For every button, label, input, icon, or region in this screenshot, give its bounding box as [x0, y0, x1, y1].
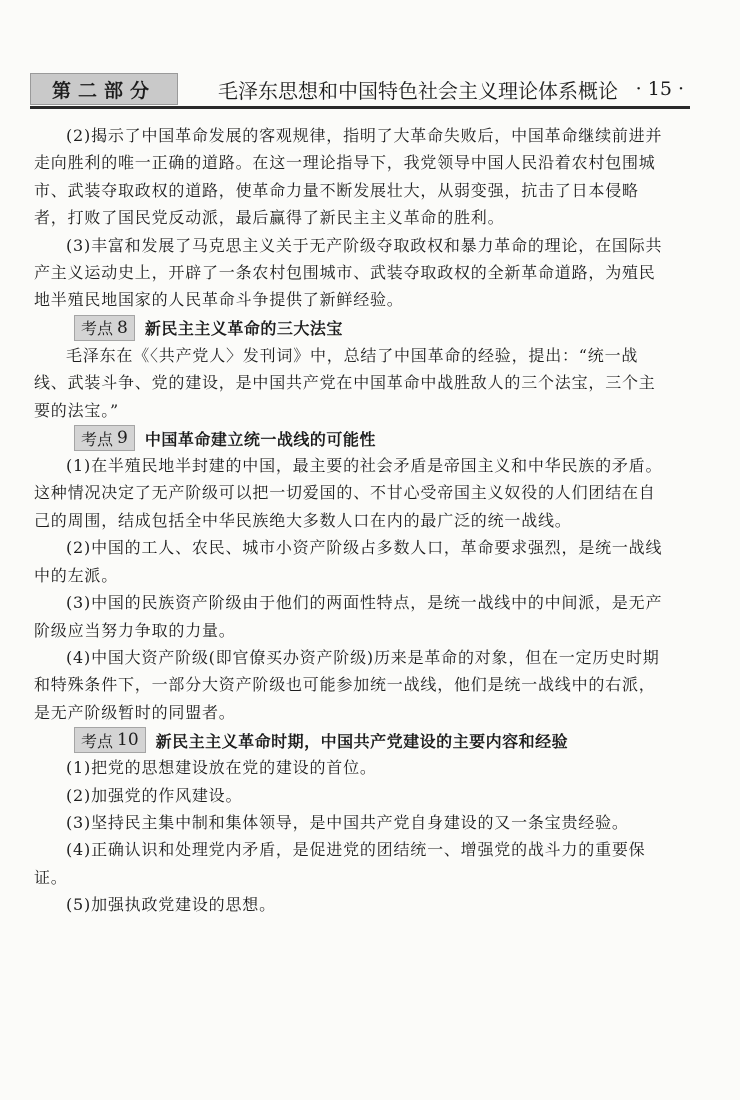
paragraph: (2)加强党的作风建设。 [66, 785, 243, 805]
topic-tag [74, 727, 146, 753]
paragraph: (3)中国的民族资产阶级由于他们的两面性特点，是统一战线中的中间派，是无产阶级应当努力争取的力量。 [34, 593, 663, 640]
section-title: 新民主主义革命时期，中国共产党建设的主要内容和经验 [155, 731, 569, 751]
paragraph: (4)中国大资产阶级(即官僚买办资产阶级)历来是革命的对象，但在一定历史时期和特殊条件下，一部分大资产阶级也可能参加统一战线，他们是统一战线中的右派，是无产阶级暂时的同盟者。 [34, 647, 660, 722]
paragraph: (3)丰富和发展了马克思主义关于无产阶级夺取政权和暴力革命的理论，在国际共产主义运动史上，开辟了一条农村包围城市、武装夺取政权的全新革命道路，为殖民地半殖民地国家的人民革命斗争提供了新鲜经验。 [34, 235, 663, 310]
topic-tag-number: 9 [117, 428, 128, 449]
paragraph: (2)中国的工人、农民、城市小资产阶级占多数人口，革命要求强烈，是统一战线中的左派。 [34, 538, 663, 585]
paragraph: (3)坚持民主集中制和集体领导，是中国共产党自身建设的又一条宝贵经验。 [66, 812, 629, 832]
part-label: 第二部分 [30, 73, 178, 105]
section-heading [74, 726, 670, 754]
topic-tag-number: 8 [117, 317, 128, 338]
section-heading [74, 424, 670, 452]
paragraph: 毛泽东在《〈共产党人〉发刊词》中，总结了中国革命的经验，提出：“统一战线、武装斗争、党的建设，是中国共产党在中国革命中战胜敌人的三个法宝，三个主要的法宝。” [34, 345, 656, 420]
paragraph: (1)在半殖民地半封建的中国，最主要的社会矛盾是帝国主义和中华民族的矛盾。这种情况决定了无产阶级可以把一切爱国的、不甘心受帝国主义奴役的人们团结在自己的周围，结成包括全中华民族绝大多数人口在内的最广泛的统一战线。 [34, 456, 663, 530]
section-title: 新民主主义革命的三大法宝 [144, 319, 343, 339]
page-number: · 15 · [635, 78, 684, 100]
topic-tag [74, 315, 135, 341]
page-header [30, 72, 690, 109]
paragraph: (4)正确认识和处理党内矛盾，是促进党的团结统一、增强党的战斗力的重要保证。 [34, 840, 646, 887]
topic-tag-label: 考点 [81, 429, 114, 449]
topic-tag-number: 10 [117, 730, 139, 751]
topic-tag-label: 考点 [81, 731, 114, 751]
paragraph: (2)揭示了中国革命发展的客观规律，指明了大革命失败后，中国革命继续前进并走向胜利的唯一正确的道路。在这一理论指导下，我党领导中国人民沿着农村包围城市、武装夺取政权的道路，使革命力量不断发展壮大，从弱变强，抗击了日本侵略者，打败了国民党反动派，最后赢得了新民主主义革命的胜利。 [34, 126, 663, 228]
topic-tag [74, 425, 135, 451]
section-title: 中国革命建立统一战线的可能性 [144, 429, 376, 449]
section-heading [74, 314, 670, 342]
paragraph: (1)把党的思想建设放在党的建设的首位。 [66, 758, 377, 778]
book-title: 毛泽东思想和中国特色社会主义理论体系概论 [218, 78, 618, 103]
page-body [34, 122, 670, 919]
topic-tag-label: 考点 [81, 319, 114, 339]
paragraph: (5)加强执政党建设的思想。 [66, 895, 276, 915]
